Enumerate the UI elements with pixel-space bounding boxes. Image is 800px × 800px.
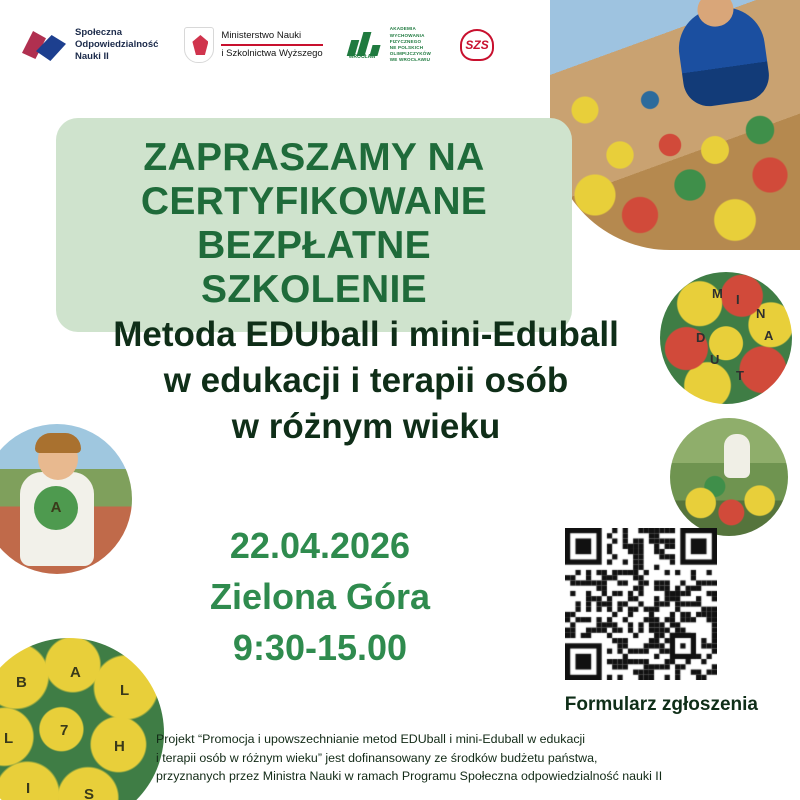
qr-label: Formularz zgłoszenia xyxy=(564,694,758,715)
boy-ball: A xyxy=(34,486,78,530)
event-details xyxy=(150,520,490,673)
gym-child-figure xyxy=(674,2,773,109)
ball-letter: L xyxy=(4,730,14,747)
book-arrow-icon xyxy=(22,27,68,63)
logo-text: Społeczna Odpowiedzialność Nauki II xyxy=(75,27,159,62)
ball-letter: D xyxy=(696,330,706,345)
ball-letter: A xyxy=(70,664,81,681)
szs-logo xyxy=(457,26,497,64)
awf-bars-icon: WROCŁAW xyxy=(349,30,383,60)
ball-letter: N xyxy=(756,306,766,321)
awf-wroclaw-logo xyxy=(349,26,431,63)
logo-text: Ministerstwo Nauki i Szkolnictwa Wyższego xyxy=(221,29,323,59)
headline-badge xyxy=(56,118,572,332)
eagle-emblem-icon xyxy=(184,27,214,63)
qr-block xyxy=(565,528,758,716)
yellow-balls-letters-photo xyxy=(0,638,164,800)
ball-letter: A xyxy=(764,328,774,343)
qr-code[interactable] xyxy=(565,528,717,680)
page-title: Metoda EDUball i mini-Eduball w edukacji i terapii osób w różnym wieku xyxy=(113,315,619,447)
ministerstwo-nauki-logo xyxy=(184,27,322,63)
ball-letter: S xyxy=(84,786,95,800)
gym-balls-photo xyxy=(550,0,800,250)
divider xyxy=(221,44,322,46)
ball-letter: B xyxy=(16,674,27,691)
funding-note: Projekt “Promocja i upowszechnianie metod EDUball i mini-Eduball w edukacji i terapii osób w różnym wieku” jest dofinansowany ze środków budżetu państwa, przyznanych przez Ministra Nauki w ramach Programu Społeczna odpowiedzialność nauki II xyxy=(156,732,663,784)
ball-letter: L xyxy=(120,682,130,699)
event-date: 22.04.2026 xyxy=(229,525,411,566)
spoleczna-odpowiedzialnosc-nauki-logo xyxy=(22,27,158,63)
logo-text: AKADEMIA WYCHOWANIA FIZYCZNEGO NE POLSKICH OLIMPIJCZYKÓW WE WROCŁAWIU xyxy=(389,26,432,63)
qr-canvas[interactable] xyxy=(565,528,717,680)
headline-text: ZAPRASZAMY NA CERTYFIKOWANE BEZPŁATNE SZKOLENIE xyxy=(140,136,488,312)
event-city: Zielona Góra xyxy=(209,576,431,618)
ball-letter: M xyxy=(712,286,723,301)
ball-letter: 7 xyxy=(60,722,69,739)
ball-letter: H xyxy=(114,738,125,755)
ball-letter: T xyxy=(736,368,744,383)
ball-letter: I xyxy=(26,780,31,797)
ball-letter: U xyxy=(710,352,720,367)
event-time: 9:30-15.00 xyxy=(232,627,408,669)
garden-person-figure xyxy=(724,434,750,478)
logo-row xyxy=(22,26,497,64)
ball-letter: I xyxy=(736,292,740,307)
szs-shield-icon: SZS xyxy=(457,26,497,64)
